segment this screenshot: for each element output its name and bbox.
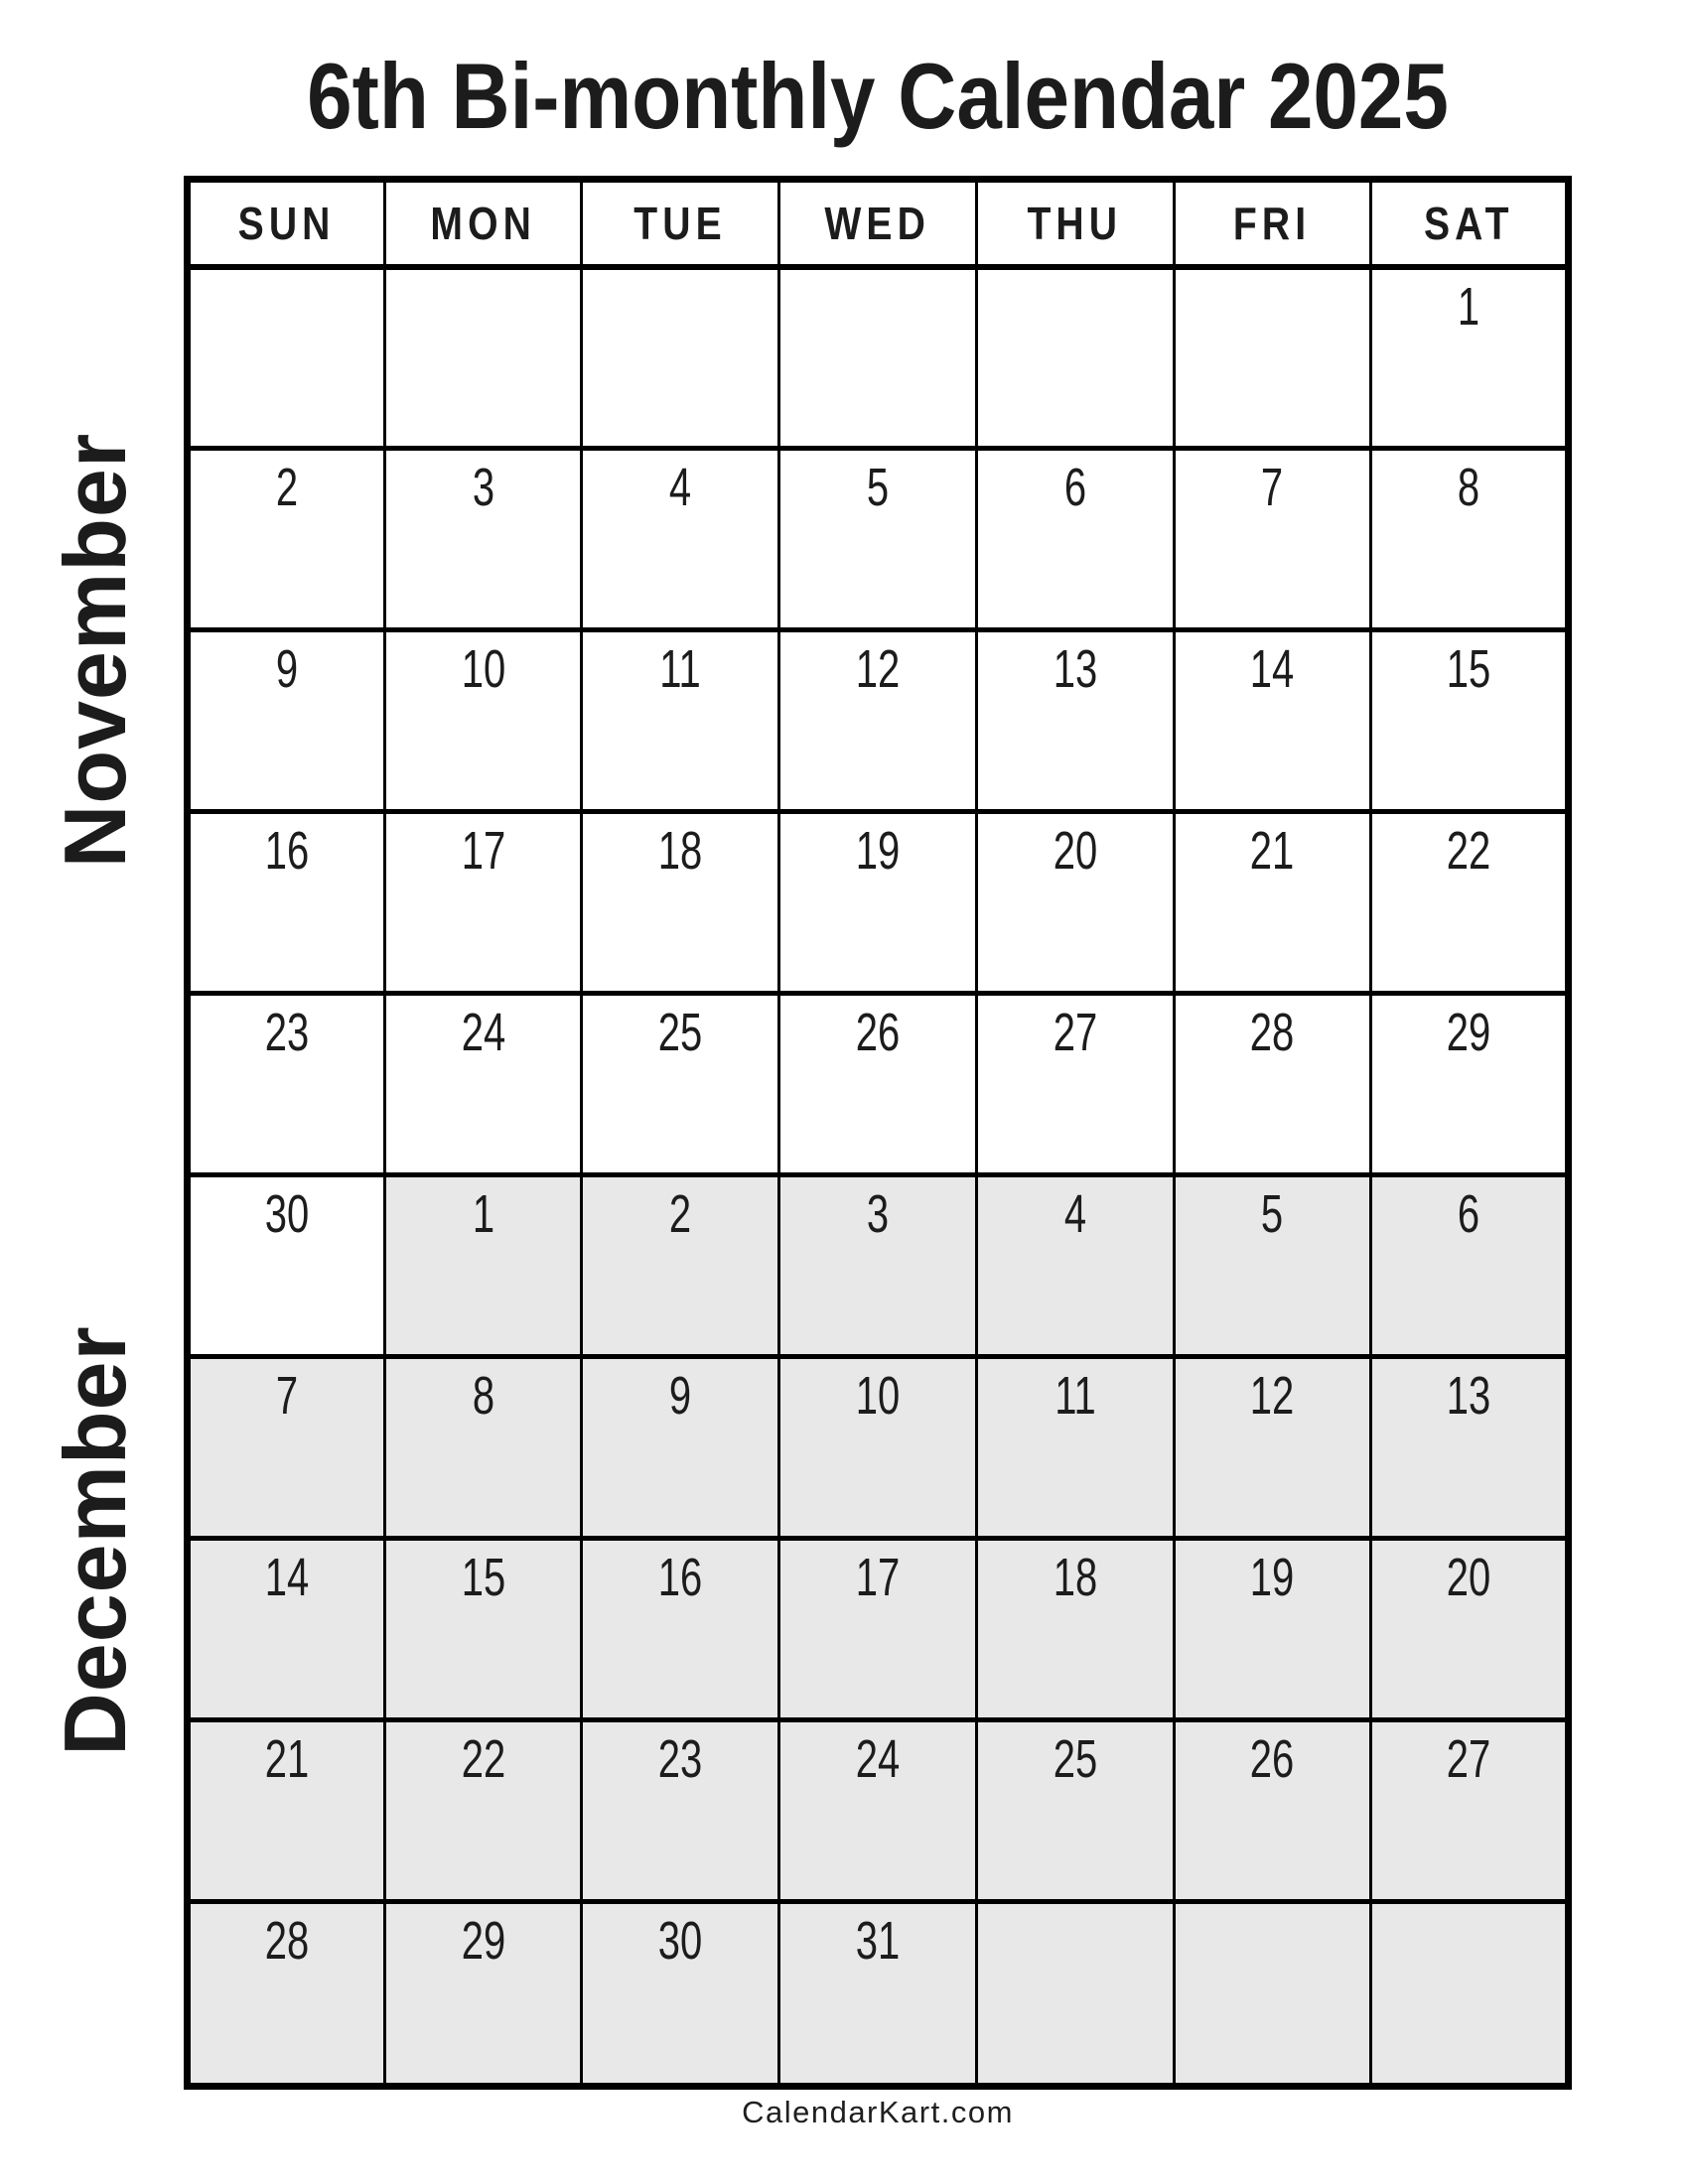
day-cell-december-26 xyxy=(1174,1720,1371,1902)
day-cell-november-25 xyxy=(582,994,779,1175)
day-cell-november-10 xyxy=(384,630,582,812)
day-number: 11 xyxy=(1054,1366,1096,1426)
day-cell-november-empty xyxy=(1174,267,1371,449)
day-number: 15 xyxy=(461,1548,505,1607)
day-cell-december-11 xyxy=(976,1357,1174,1539)
day-number: 29 xyxy=(461,1911,505,1971)
day-cell-november-23 xyxy=(188,994,385,1175)
day-number: 22 xyxy=(461,1729,505,1789)
day-number: 31 xyxy=(855,1911,901,1971)
day-cell-november-empty xyxy=(779,267,977,449)
day-number: 9 xyxy=(669,1366,692,1426)
day-cell-november-19 xyxy=(779,812,977,994)
day-number: 17 xyxy=(855,1548,901,1607)
day-number: 27 xyxy=(1053,1003,1097,1062)
day-number: 2 xyxy=(275,458,298,517)
day-number: 26 xyxy=(855,1003,901,1062)
day-number: 25 xyxy=(658,1003,703,1062)
day-cell-november-13 xyxy=(976,630,1174,812)
day-cell-december-17 xyxy=(779,1539,977,1720)
day-number: 26 xyxy=(1250,1729,1295,1789)
calendar-week-row xyxy=(188,994,1569,1175)
day-cell-november-empty xyxy=(582,267,779,449)
calendar-table xyxy=(184,176,1572,2090)
day-cell-december-16 xyxy=(582,1539,779,1720)
day-number: 7 xyxy=(275,1366,298,1426)
day-cell-december-12 xyxy=(1174,1357,1371,1539)
day-cell-december-5 xyxy=(1174,1175,1371,1357)
day-number: 5 xyxy=(866,458,890,517)
day-number: 25 xyxy=(1053,1729,1097,1789)
calendar-week-row xyxy=(188,1175,1569,1357)
day-number: 10 xyxy=(855,1366,901,1426)
weekday-header-fri xyxy=(1174,180,1371,267)
day-cell-december-21 xyxy=(188,1720,385,1902)
day-number: 2 xyxy=(669,1184,692,1244)
day-cell-december-empty xyxy=(976,1902,1174,2087)
day-cell-november-11 xyxy=(582,630,779,812)
day-number: 13 xyxy=(1053,639,1097,699)
day-number: 30 xyxy=(264,1184,310,1244)
day-number: 16 xyxy=(264,821,310,881)
calendar-week-row xyxy=(188,1539,1569,1720)
day-cell-november-empty xyxy=(976,267,1174,449)
day-cell-december-14 xyxy=(188,1539,385,1720)
day-number: 13 xyxy=(1446,1366,1491,1426)
calendar-week-row xyxy=(188,1720,1569,1902)
day-cell-november-21 xyxy=(1174,812,1371,994)
day-cell-december-7 xyxy=(188,1357,385,1539)
day-cell-november-6 xyxy=(976,449,1174,630)
day-cell-december-10 xyxy=(779,1357,977,1539)
day-cell-december-1 xyxy=(384,1175,582,1357)
day-cell-november-4 xyxy=(582,449,779,630)
day-cell-november-2 xyxy=(188,449,385,630)
day-number: 18 xyxy=(658,821,703,881)
day-cell-december-4 xyxy=(976,1175,1174,1357)
day-number: 21 xyxy=(1250,821,1295,881)
day-cell-november-29 xyxy=(1371,994,1569,1175)
day-cell-november-17 xyxy=(384,812,582,994)
day-cell-november-22 xyxy=(1371,812,1569,994)
day-number: 15 xyxy=(1446,639,1491,699)
day-cell-december-13 xyxy=(1371,1357,1569,1539)
day-number: 22 xyxy=(1446,821,1491,881)
day-number: 20 xyxy=(1446,1548,1491,1607)
weekday-label: SUN xyxy=(237,197,336,249)
day-cell-december-19 xyxy=(1174,1539,1371,1720)
day-cell-november-24 xyxy=(384,994,582,1175)
calendar-week-row xyxy=(188,267,1569,449)
weekday-label: FRI xyxy=(1233,197,1312,249)
day-cell-november-15 xyxy=(1371,630,1569,812)
day-cell-november-14 xyxy=(1174,630,1371,812)
day-cell-november-9 xyxy=(188,630,385,812)
day-number: 10 xyxy=(461,639,505,699)
day-number: 28 xyxy=(264,1911,310,1971)
day-cell-november-28 xyxy=(1174,994,1371,1175)
weekday-label: WED xyxy=(824,197,931,249)
day-cell-december-27 xyxy=(1371,1720,1569,1902)
day-cell-december-29 xyxy=(384,1902,582,2087)
day-number: 24 xyxy=(461,1003,505,1062)
day-number: 7 xyxy=(1261,458,1284,517)
calendar-week-row xyxy=(188,630,1569,812)
day-cell-november-empty xyxy=(384,267,582,449)
day-number: 28 xyxy=(1250,1003,1295,1062)
day-number: 30 xyxy=(658,1911,703,1971)
day-number: 16 xyxy=(658,1548,703,1607)
calendar-week-row xyxy=(188,1357,1569,1539)
weekday-label: TUE xyxy=(633,197,727,249)
day-cell-december-8 xyxy=(384,1357,582,1539)
day-cell-december-30 xyxy=(582,1902,779,2087)
day-number: 19 xyxy=(1250,1548,1295,1607)
day-number: 20 xyxy=(1053,821,1097,881)
day-cell-november-27 xyxy=(976,994,1174,1175)
day-number: 6 xyxy=(1063,458,1086,517)
day-cell-november-5 xyxy=(779,449,977,630)
day-cell-november-18 xyxy=(582,812,779,994)
day-cell-december-empty xyxy=(1174,1902,1371,2087)
day-number: 6 xyxy=(1457,1184,1480,1244)
day-cell-december-2 xyxy=(582,1175,779,1357)
day-number: 29 xyxy=(1446,1003,1491,1062)
day-cell-december-9 xyxy=(582,1357,779,1539)
day-number: 12 xyxy=(855,639,901,699)
day-cell-december-6 xyxy=(1371,1175,1569,1357)
day-number: 8 xyxy=(472,1366,494,1426)
day-cell-november-3 xyxy=(384,449,582,630)
calendar-week-row xyxy=(188,812,1569,994)
day-number: 3 xyxy=(866,1184,890,1244)
calendar-header xyxy=(188,180,1569,267)
day-cell-december-28 xyxy=(188,1902,385,2087)
day-cell-december-23 xyxy=(582,1720,779,1902)
day-cell-december-31 xyxy=(779,1902,977,2087)
day-number: 24 xyxy=(855,1729,901,1789)
day-number: 5 xyxy=(1261,1184,1284,1244)
day-number: 8 xyxy=(1457,458,1480,517)
day-number: 23 xyxy=(264,1003,310,1062)
month-label-november: November xyxy=(46,432,144,869)
day-cell-november-8 xyxy=(1371,449,1569,630)
day-number: 1 xyxy=(1457,276,1480,337)
day-number: 23 xyxy=(658,1729,703,1789)
weekday-label: SAT xyxy=(1423,197,1514,249)
day-cell-november-26 xyxy=(779,994,977,1175)
day-cell-november-empty xyxy=(188,267,385,449)
day-number: 4 xyxy=(1063,1184,1086,1244)
weekday-header-sun xyxy=(188,180,385,267)
day-cell-november-7 xyxy=(1174,449,1371,630)
day-number: 21 xyxy=(264,1729,310,1789)
day-cell-december-24 xyxy=(779,1720,977,1902)
day-number: 11 xyxy=(659,639,701,699)
page-title: 6th Bi-monthly Calendar 2025 xyxy=(307,44,1449,148)
day-cell-december-22 xyxy=(384,1720,582,1902)
day-cell-december-empty xyxy=(1371,1902,1569,2087)
day-cell-november-1 xyxy=(1371,267,1569,449)
calendar-week-row xyxy=(188,1902,1569,2087)
day-cell-december-20 xyxy=(1371,1539,1569,1720)
day-cell-december-15 xyxy=(384,1539,582,1720)
calendar-week-row xyxy=(188,449,1569,630)
day-number: 9 xyxy=(275,639,298,699)
weekday-row xyxy=(188,180,1569,267)
day-cell-december-18 xyxy=(976,1539,1174,1720)
calendar-body xyxy=(188,267,1569,2087)
day-number: 1 xyxy=(472,1184,494,1244)
day-number: 14 xyxy=(1250,639,1295,699)
weekday-header-thu xyxy=(976,180,1174,267)
day-number: 27 xyxy=(1446,1729,1491,1789)
weekday-label: THU xyxy=(1027,197,1123,249)
day-number: 4 xyxy=(669,458,692,517)
day-cell-november-30 xyxy=(188,1175,385,1357)
weekday-header-wed xyxy=(779,180,977,267)
day-cell-november-20 xyxy=(976,812,1174,994)
day-number: 19 xyxy=(855,821,901,881)
day-cell-november-16 xyxy=(188,812,385,994)
day-number: 3 xyxy=(472,458,494,517)
day-cell-december-3 xyxy=(779,1175,977,1357)
month-label-december: December xyxy=(46,1325,144,1756)
day-number: 14 xyxy=(264,1548,310,1607)
weekday-header-mon xyxy=(384,180,582,267)
day-number: 17 xyxy=(461,821,505,881)
day-cell-november-12 xyxy=(779,630,977,812)
weekday-header-tue xyxy=(582,180,779,267)
footer-brand: CalendarKart.com xyxy=(742,2095,1014,2129)
day-number: 12 xyxy=(1250,1366,1295,1426)
weekday-label: MON xyxy=(430,197,536,249)
weekday-header-sat xyxy=(1371,180,1569,267)
day-cell-december-25 xyxy=(976,1720,1174,1902)
day-number: 18 xyxy=(1053,1548,1097,1607)
